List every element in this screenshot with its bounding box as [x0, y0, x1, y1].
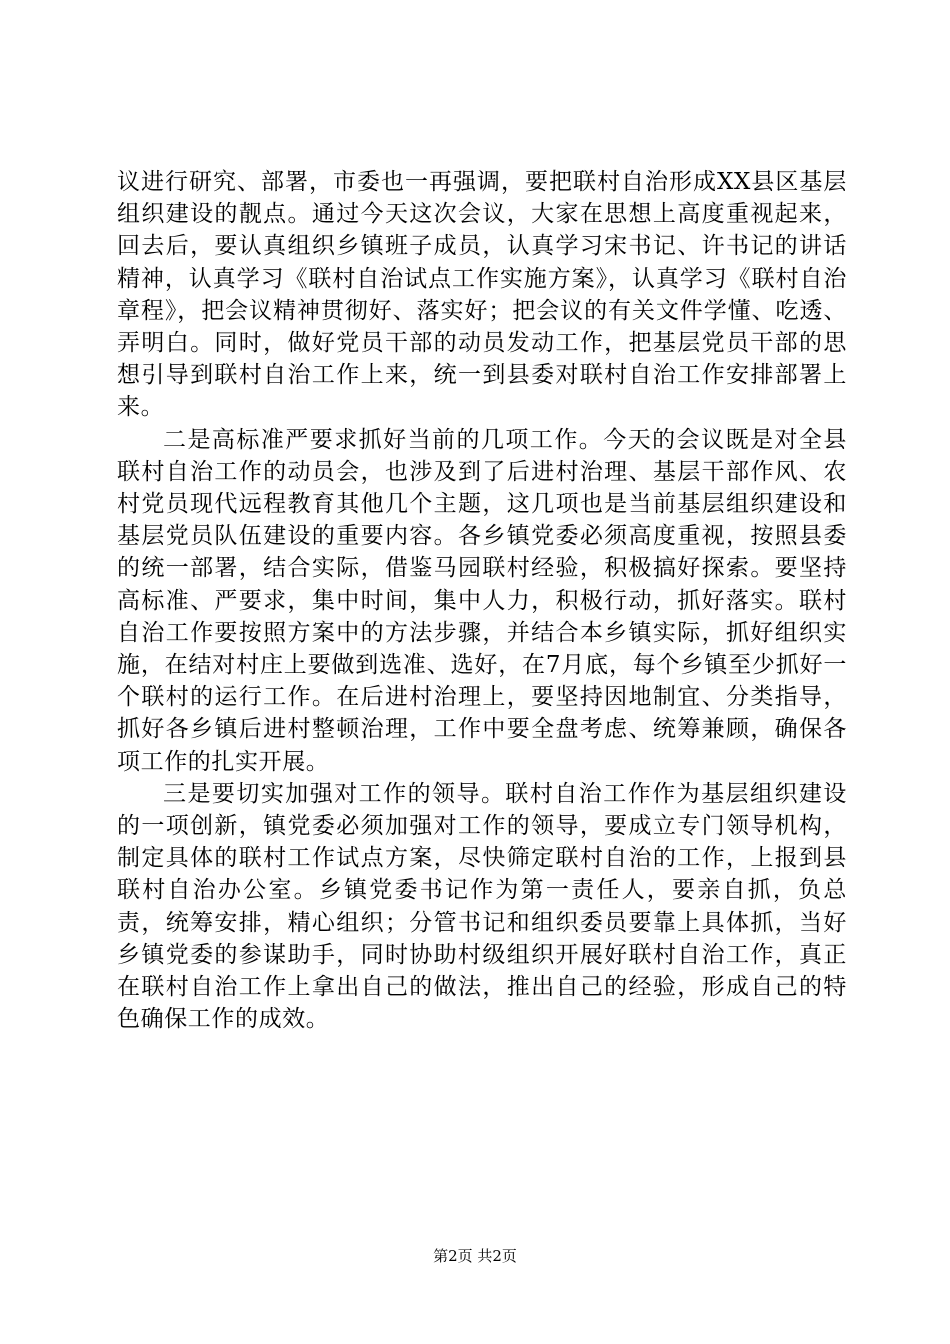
page-footer: 第2页 共2页	[433, 1247, 517, 1265]
paragraph-1: 议进行研究、部署，市委也一再强调，要把联村自治形成XX县区基层组织建设的靓点。通过今天这次会议，大家在思想上高度重视起来，回去后，要认真组织乡镇班子成员，认真学习宋书记、许书记的讲话精神，认真学习《联村自治试点工作实施方案》，认真学习《联村自治章程》，把会议精神贯彻好、落实好；把会议的有关文件学懂、吃透、弄明白。同时，做好党员干部的动员发动工作，把基层党员干部的思想引导到联村自治工作上来，统一到县委对联村自治工作安排部署上来。	[117, 169, 847, 421]
document-body	[117, 166, 847, 1035]
paragraph-2: 二是高标准严要求抓好当前的几项工作。今天的会议既是对全县联村自治工作的动员会，也涉及到了后进村治理、基层干部作风、农村党员现代远程教育其他几个主题，这几项也是当前基层组织建设和基层党员队伍建设的重要内容。各乡镇党委必须高度重视，按照县委的统一部署，结合实际，借鉴马园联村经验，积极搞好探索。要坚持高标准、严要求，集中时间，集中人力，积极行动，抓好落实。联村自治工作要按照方案中的方法步骤，并结合本乡镇实际，抓好组织实施，在结对村庄上要做到选准、选好，在7月底，每个乡镇至少抓好一个联村的运行工作。在后进村治理上，要坚持因地制宜、分类指导，抓好各乡镇后进村整顿治理，工作中要全盘考虑、统筹兼顾，确保各项工作的扎实开展。	[117, 426, 847, 775]
paragraph-3: 三是要切实加强对工作的领导。联村自治工作作为基层组织建设的一项创新，镇党委必须加强对工作的领导，要成立专门领导机构，制定具体的联村工作试点方案，尽快筛定联村自治的工作，上报到县联村自治办公室。乡镇党委书记作为第一责任人，要亲自抓，负总责，统筹安排，精心组织；分管书记和组织委员要靠上具体抓，当好乡镇党委的参谋助手，同时协助村级组织开展好联村自治工作，真正在联村自治工作上拿出自己的做法，推出自己的经验，形成自己的特色确保工作的成效。	[117, 780, 847, 1033]
